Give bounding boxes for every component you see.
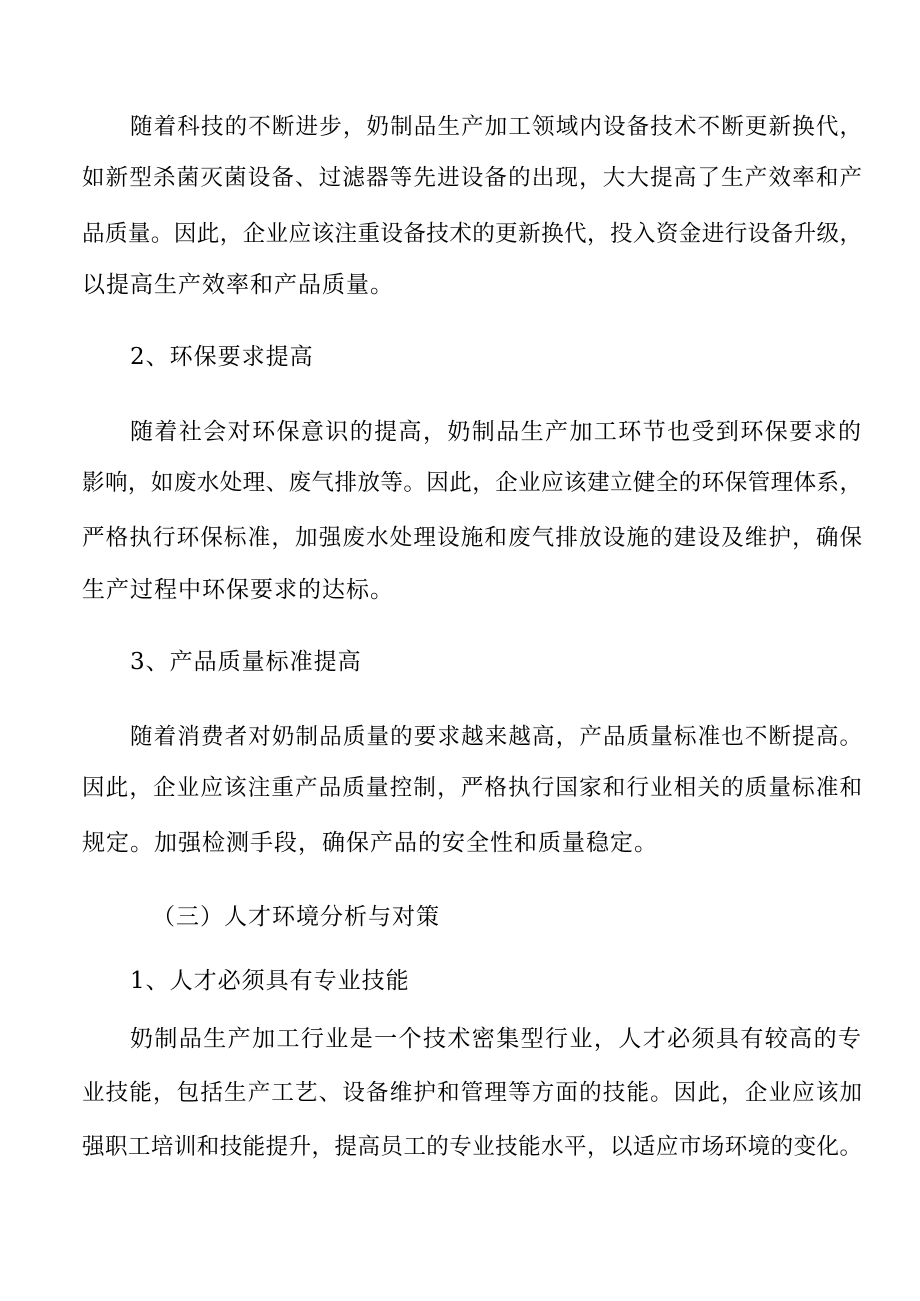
paragraph-line: 随着科技的不断进步，奶制品生产加工领域内设备技术不断更新换代，: [130, 114, 862, 140]
paragraph-line: 随着社会对环保意识的提高，奶制品生产加工环节也受到环保要求的: [130, 419, 862, 445]
paragraph-line: 品质量。因此，企业应该注重设备技术的更新换代，投入资金进行设备升级，: [82, 221, 862, 247]
paragraph-line: 影响，如废水处理、废气排放等。因此，企业应该建立健全的环保管理体系，: [82, 470, 862, 496]
paragraph-line: 奶制品生产加工行业是一个技术密集型行业，人才必须具有较高的专: [130, 1026, 862, 1052]
paragraph-line: 因此，企业应该注重产品质量控制，严格执行国家和行业相关的质量标准和: [82, 775, 862, 801]
paragraph-line: 强职工培训和技能提升，提高员工的专业技能水平，以适应市场环境的变化。: [82, 1134, 862, 1160]
paragraph-line: 以提高生产效率和产品质量。: [82, 272, 394, 298]
paragraph-line: 如新型杀菌灭菌设备、过滤器等先进设备的出现，大大提高了生产效率和产: [82, 165, 862, 191]
paragraph-line: 规定。加强检测手段，确保产品的安全性和质量稳定。: [82, 830, 658, 856]
section-heading: 2、环保要求提高: [130, 344, 314, 370]
paragraph-line: 严格执行环保标准，加强废水处理设施和废气排放设施的建设及维护，确保: [82, 525, 862, 551]
paragraph-line: 业技能，包括生产工艺、设备维护和管理等方面的技能。因此，企业应该加: [82, 1080, 862, 1106]
section-heading: 3、产品质量标准提高: [130, 649, 362, 675]
section-heading: 1、人才必须具有专业技能: [130, 968, 410, 994]
paragraph-line: 生产过程中环保要求的达标。: [82, 577, 394, 603]
paragraph-line: 随着消费者对奶制品质量的要求越来越高，产品质量标准也不断提高。: [130, 724, 862, 750]
chapter-title: （三）人才环境分析与对策: [152, 904, 440, 930]
